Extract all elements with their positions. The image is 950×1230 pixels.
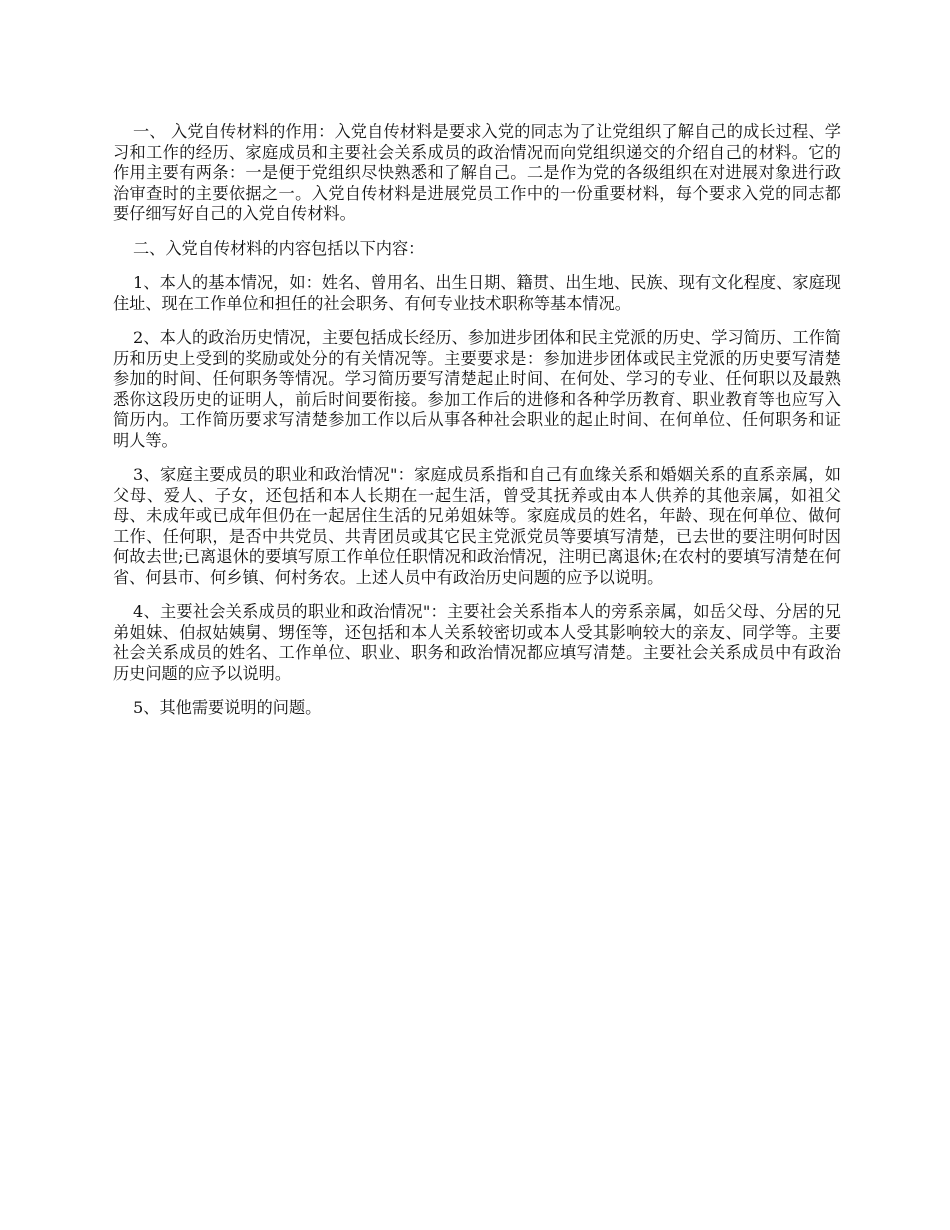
paragraph-item-4-social-relations: 4、主要社会关系成员的职业和政治情况"：主要社会关系指本人的旁系亲属，如岳父母、分居的兄弟姐妹、伯叔姑姨舅、甥侄等，还包括和本人关系较密切或本人受其影响较大的亲友、同学等。主要社会关系成员的姓名、工作单位、职业、职务和政治情况都应填写清楚。主要社会关系成员中有政治历史问题的应予以说明。 xyxy=(113,602,841,683)
paragraph-purpose: 一、 入党自传材料的作用：入党自传材料是要求入党的同志为了让党组织了解自己的成长过程、学习和工作的经历、家庭成员和主要社会关系成员的政治情况而向党组织递交的介绍自己的材料。它的作用主要有两条：一是便于党组织尽快熟悉和了解自己。二是作为党的各级组织在对进展对象进行政治审查时的主要依据之一。入党自传材料是进展党员工作中的一份重要材料，每个要求入党的同志都要仔细写好自己的入党自传材料。 xyxy=(113,122,841,223)
paragraph-item-3-family-members: 3、家庭主要成员的职业和政治情况"：家庭成员系指和自己有血缘关系和婚姻关系的直系亲属，如父母、爱人、子女，还包括和本人长期在一起生活，曾受其抚养或由本人供养的其他亲属，如祖父母、未成年或已成年但仍在一起居住生活的兄弟姐妹等。家庭成员的姓名，年龄、现在何单位、做何工作、任何职，是否中共党员、共青团员或其它民主党派党员等要填写清楚，已去世的要注明何时因何故去世;已离退休的要填写原工作单位任职情况和政治情况，注明已离退休;在农村的要填写清楚在何省、何县市、何乡镇、何村务农。上述人员中有政治历史问题的应予以说明。 xyxy=(113,465,841,587)
paragraph-item-5-other: 5、其他需要说明的问题。 xyxy=(133,698,322,717)
paragraph-item-2-political-history: 2、本人的政治历史情况，主要包括成长经历、参加进步团体和民主党派的历史、学习简历、工作简历和历史上受到的奖励或处分的有关情况等。主要要求是：参加进步团体或民主党派的历史要写清楚参加的时间、任何职务等情况。学习简历要写清楚起止时间、在何处、学习的专业、任何职以及最熟悉你这段历史的证明人，前后时间要衔接。参加工作后的进修和各种学历教育、职业教育等也应写入简历内。工作简历要求写清楚参加工作以后从事各种社会职业的起止时间、在何单位、任何职务和证明人等。 xyxy=(113,328,841,450)
paragraph-content-heading: 二、入党自传材料的内容包括以下内容： xyxy=(133,238,425,258)
document-body xyxy=(113,122,841,733)
paragraph-item-1-basic-info: 1、本人的基本情况，如：姓名、曾用名、出生日期、籍贯、出生地、民族、现有文化程度、家庭现住址、现在工作单位和担任的社会职务、有何专业技术职称等基本情况。 xyxy=(113,273,841,313)
